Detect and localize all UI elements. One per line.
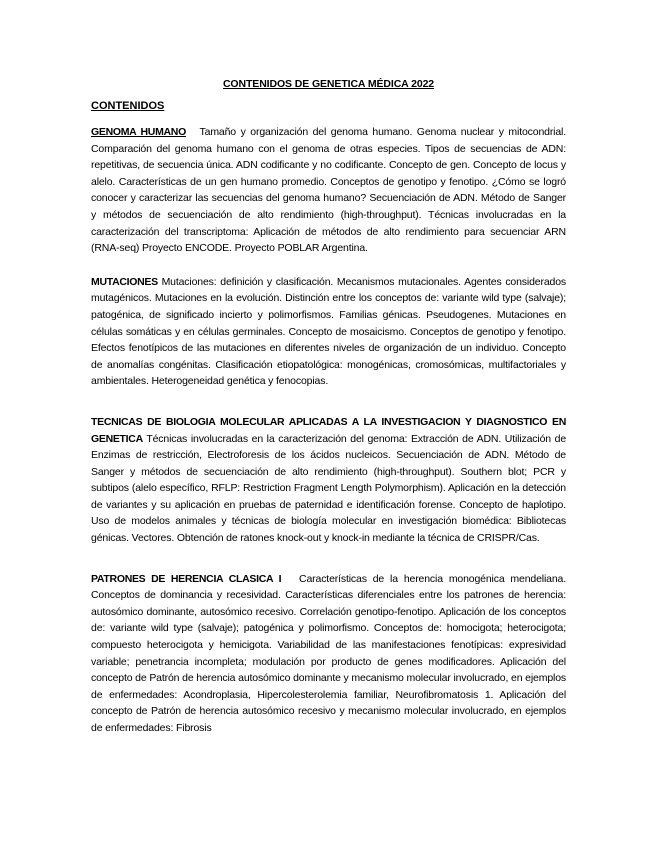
section-patrones-herencia xyxy=(91,571,566,737)
section-lead: GENOMA HUMANO xyxy=(91,126,186,138)
contents-heading: CONTENIDOS xyxy=(91,100,165,112)
section-lead: TECNICAS DE BIOLOGIA MOLECULAR APLICADAS A LA INVESTIGACION Y DIAGNOSTICO EN GENETICA xyxy=(91,415,566,445)
section-text: Características de la herencia monogénica mendeliana. Conceptos de dominancia y recesividad. Características diferenciales entre los patrones de herencia: autosómico dominante, autosómico recesivo. Correlación genotipo-fenotipo. Aplicación de los conceptos de: variante wild type (salvaje); patogénica y polimorfismo. Conceptos de: homocigota; heterocigota; compuesto heterocigota y hemicigota. Variabilidad de las manifestaciones fenotípicas: expresividad variable; penetrancia incompleta; modulación por producto de genes modificadores. Aplicación del concepto de Patrón de herencia autosómico dominante y mecanismo molecular involucrado, en ejemplos de enfermedades: Acondroplasia, Hipercolesterolemia familiar, Neurofibromatosis 1. Aplicación del concepto de Patrón de herencia autosómico recesivo y mecanismo molecular involucrado, en ejemplos de enfermedades: Fibrosis xyxy=(91,572,566,734)
section-text: Mutaciones: definición y clasificación. Mecanismos mutacionales. Agentes considerados mutagénicos. Mutaciones en la evolución. Distinción entre los conceptos de: variante wild type (salvaje); patogénica, de significado incierto y polimorfismos. Familias génicas. Pseudogenes. Mutaciones en células somáticas y en células germinales. Concepto de mosaicismo. Conceptos de genotipo y fenotipo. Efectos fenotípicos de las mutaciones en diferentes niveles de organización de un individuo. Concepto de anomalías congénitas. Clasificación etiopatológica: monogénicas, cromosómicas, multifactoriales y ambientales. Heterogeneidad genética y fenocopias. xyxy=(91,275,566,388)
section-mutaciones xyxy=(91,274,566,390)
section-genoma-humano xyxy=(91,124,566,257)
document-page xyxy=(91,70,566,754)
section-text: Técnicas involucradas en la caracterización del genoma: Extracción de ADN. Utilización de Enzimas de restricción, Electroforesis de los ácidos nucleicos. Secuenciación de ADN. Método de Sanger y métodos de secuenciación de alto rendimiento (high-throughput). Southern blot; PCR y subtipos (alelo específico, RFLP: Restriction Fragment Length Polymorphism). Aplicación en la detección de variantes y su aplicación en pruebas de paternidad e identificación forense. Concepto de haplotipo. Uso de modelos animales y técnicas de biología molecular en investigación biomédica: Bibliotecas génicas. Vectores. Obtención de ratones knock-out y knock-in mediante la técnica de CRISPR/Cas. xyxy=(91,432,567,545)
document-title: CONTENIDOS DE GENETICA MÉDICA 2022 xyxy=(222,78,435,90)
section-text: Tamaño y organización del genoma humano. Genoma nuclear y mitocondrial. Comparación del genoma humano con el genoma de otras especies. Tipos de secuencias de ADN: repetitivas, de secuencia única. ADN codificante y no codificante. Concepto de gen. Concepto de locus y alelo. Características de un gen humano promedio. Conceptos de genotipo y fenotipo. ¿Cómo se logró conocer y caracterizar las secuencias del genoma humano? Secuenciación de ADN. Método de Sanger y métodos de secuenciación de alto rendimiento (high-throughput). Técnicas involucradas en la caracterización del transcriptoma: Aplicación de métodos de alto rendimiento para secuenciar ARN (RNA-seq) Proyecto ENCODE. Proyecto POBLAR Argentina. xyxy=(91,126,566,255)
section-lead: PATRONES DE HERENCIA CLASICA I xyxy=(91,572,282,585)
section-lead: MUTACIONES xyxy=(91,275,158,288)
section-tecnicas-biologia-molecular xyxy=(91,414,566,547)
